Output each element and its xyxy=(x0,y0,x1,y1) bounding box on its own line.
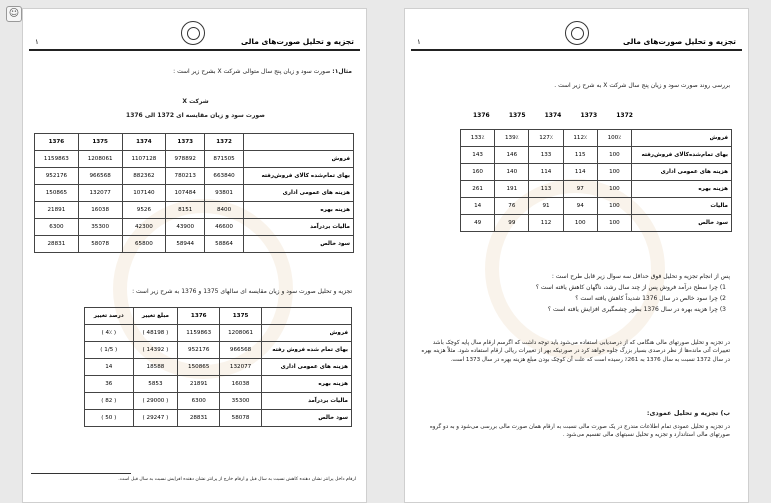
cell: 100 xyxy=(597,147,631,164)
cell: 978892 xyxy=(166,151,205,168)
cell: 18588 xyxy=(133,359,178,376)
row-label: فروش xyxy=(632,130,732,147)
cell: 21891 xyxy=(35,202,79,219)
cell: 107140 xyxy=(122,185,166,202)
cell: 58078 xyxy=(78,236,122,253)
cell: ( 48198 ) xyxy=(133,325,178,342)
cell: 112٪ xyxy=(563,130,597,147)
cell: 952176 xyxy=(178,342,220,359)
year-label: 1373 xyxy=(580,112,598,119)
footnote-rule xyxy=(31,473,131,474)
cell: 16038 xyxy=(78,202,122,219)
cell: 966568 xyxy=(220,342,262,359)
table-header-row xyxy=(35,134,354,151)
cell: 58078 xyxy=(220,410,262,427)
cell: 94 xyxy=(563,198,597,215)
col-header: 1376 xyxy=(178,308,220,325)
cell: 114 xyxy=(529,164,563,181)
questions-intro: پس از انجام تجزیه و تحلیل فوق حداقل سه سوال زیر قابل طرح است : xyxy=(551,273,730,280)
cell: 133 xyxy=(529,147,563,164)
year-header: 1373 xyxy=(166,134,205,151)
table-income-statement xyxy=(34,133,354,253)
header-empty xyxy=(244,134,354,151)
col-header: درصد تغییر xyxy=(85,308,134,325)
row-label: هزینه بهره xyxy=(262,376,352,393)
cell: 132077 xyxy=(78,185,122,202)
row-label: مالیات بردرآمد xyxy=(244,219,354,236)
right-intro: بررسی روند صورت سود و زیان پنج سال شرکت X به شرح زیر است . xyxy=(554,82,730,89)
cell: 133٪ xyxy=(461,130,495,147)
cell: 114 xyxy=(563,164,597,181)
row-label: مالیات xyxy=(632,198,732,215)
university-logo xyxy=(181,21,205,45)
annotation-icon[interactable]: ☺ xyxy=(6,6,22,22)
paragraph-vertical: در تجزیه و تحلیل عمودی تمام اطلاعات مندرج در یک صورت مالی نسبت به ارقام همان صورت مالی بررسی می‌شود و به دو گروه صورتهای مالی استاندارد و تجزیه و تحلیل نسبتهای مالی تقسیم می‌شود . xyxy=(429,424,730,439)
question-item: 1) چرا سطح درآمد فروش پس از چند سال رشد، ناگهان کاهش یافته است ؟ xyxy=(535,284,726,291)
row-label: بهای تمام‌شده‌کالای فروش‌رفته xyxy=(632,147,732,164)
cell: 966568 xyxy=(78,168,122,185)
cell: 14 xyxy=(461,198,495,215)
cell: 127٪ xyxy=(529,130,563,147)
cell: 49 xyxy=(461,215,495,232)
cell: 58864 xyxy=(205,236,244,253)
cell: 100 xyxy=(597,198,631,215)
header-empty xyxy=(262,308,352,325)
year-label: 1376 xyxy=(473,112,490,119)
header-title: تجزیه و تحلیل صورت‌های مالی xyxy=(623,37,736,46)
cell: 5853 xyxy=(133,376,178,393)
cell: 1107128 xyxy=(122,151,166,168)
cell: 150865 xyxy=(35,185,79,202)
page-left xyxy=(22,8,367,503)
year-labels xyxy=(473,112,633,119)
row-label: هزینه های عمومی اداری xyxy=(632,164,732,181)
table-row xyxy=(461,198,732,215)
table-row xyxy=(461,164,732,181)
table-row xyxy=(85,410,352,427)
cell: 160 xyxy=(461,164,495,181)
cell: 143 xyxy=(461,147,495,164)
cell: 882362 xyxy=(122,168,166,185)
year-label: 1374 xyxy=(544,112,562,119)
table-row xyxy=(461,130,732,147)
cell: 113 xyxy=(529,181,563,198)
row-label: هزینه های عمومی اداری xyxy=(244,185,354,202)
table-row xyxy=(85,325,352,342)
row-label: هزینه بهره xyxy=(244,202,354,219)
cell: ( 82 ) xyxy=(85,393,134,410)
cell: 14 xyxy=(85,359,134,376)
university-logo xyxy=(565,21,589,45)
cell: ( 29000 ) xyxy=(133,393,178,410)
cell: 871505 xyxy=(205,151,244,168)
table-row xyxy=(35,151,354,168)
row-label: سود خالص xyxy=(632,215,732,232)
cell: 6300 xyxy=(35,219,79,236)
header-rule xyxy=(411,49,742,51)
cell: 1159863 xyxy=(35,151,79,168)
cell: 107484 xyxy=(166,185,205,202)
page-right xyxy=(404,8,749,503)
header-title: تجزیه و تحلیل صورت‌های مالی xyxy=(241,37,354,46)
cell: ( 50 ) xyxy=(85,410,134,427)
row-label: فروش xyxy=(262,325,352,342)
cell: 43900 xyxy=(166,219,205,236)
question-item: 3) چرا هزینه بهره در سال 1376 بطور چشمگیری افزایش یافته است ؟ xyxy=(547,306,726,313)
example-intro: صورت سود و زیان پنج سال متوالی شرکت X بشرح زیر است : xyxy=(173,68,331,75)
table-row xyxy=(85,342,352,359)
cell: 100 xyxy=(597,215,631,232)
cell: 8400 xyxy=(205,202,244,219)
year-label: 1375 xyxy=(508,112,526,119)
question-item: 2) چرا سود خالص در سال 1376 شدیداً کاهش یافته است ؟ xyxy=(575,295,726,302)
cell: 139٪ xyxy=(495,130,529,147)
cell: 146 xyxy=(495,147,529,164)
page-number: ۱ xyxy=(417,38,421,46)
row-label: سود خالص xyxy=(262,410,352,427)
cell: 91 xyxy=(529,198,563,215)
table1-caption: صورت سود و زیان مقایسه ای 1372 الی 1376 xyxy=(126,112,265,119)
cell: 112 xyxy=(529,215,563,232)
year-header: 1376 xyxy=(35,134,79,151)
cell: 6300 xyxy=(178,393,220,410)
cell: 99 xyxy=(495,215,529,232)
cell: 191 xyxy=(495,181,529,198)
col-header: مبلغ تغییر xyxy=(133,308,178,325)
footnote: ارقام داخل پرانتز نشان دهنده کاهش نسبت به سال قبل و ارقام خارج از پرانتز نشان دهنده افزایش نسبت به سال قبل است. xyxy=(118,477,356,482)
cell: 1208061 xyxy=(78,151,122,168)
cell: 115 xyxy=(563,147,597,164)
table-row xyxy=(35,168,354,185)
cell: 261 xyxy=(461,181,495,198)
cell: 21891 xyxy=(178,376,220,393)
row-label: سود خالص xyxy=(244,236,354,253)
cell: 100 xyxy=(597,164,631,181)
cell: 93801 xyxy=(205,185,244,202)
table-row xyxy=(35,202,354,219)
cell: 780213 xyxy=(166,168,205,185)
cell: 9526 xyxy=(122,202,166,219)
row-label: بهای تمام‌شده کالای فروش‌رفته xyxy=(244,168,354,185)
row-label: مالیات بردرآمد xyxy=(262,393,352,410)
col-header: 1375 xyxy=(220,308,262,325)
page-number: ۱ xyxy=(35,38,39,46)
table-row xyxy=(461,215,732,232)
section-title: ب) تجزیه و تحلیل عمودی: xyxy=(646,409,730,417)
cell: 140 xyxy=(495,164,529,181)
company-name: شرکت X xyxy=(182,98,209,105)
table-header-row xyxy=(85,308,352,325)
year-header: 1374 xyxy=(122,134,166,151)
cell: ( 29247 ) xyxy=(133,410,178,427)
cell: 100٪ xyxy=(597,130,631,147)
year-label: 1372 xyxy=(616,112,633,119)
table-row xyxy=(85,359,352,376)
table-row xyxy=(35,236,354,253)
cell: ( 1/5 ) xyxy=(85,342,134,359)
table-row xyxy=(85,393,352,410)
cell: 36 xyxy=(85,376,134,393)
row-label: هزینه های عمومی اداری xyxy=(262,359,352,376)
cell: 100 xyxy=(563,215,597,232)
cell: 100 xyxy=(597,181,631,198)
table-trend xyxy=(460,129,732,232)
cell: ( 4٪ ) xyxy=(85,325,134,342)
cell: 46600 xyxy=(205,219,244,236)
row-label: فروش xyxy=(244,151,354,168)
cell: 663840 xyxy=(205,168,244,185)
table-row xyxy=(461,181,732,198)
cell: 28831 xyxy=(178,410,220,427)
cell: 150865 xyxy=(178,359,220,376)
example-line xyxy=(32,67,352,76)
cell: 35300 xyxy=(220,393,262,410)
cell: 35300 xyxy=(78,219,122,236)
cell: 1159863 xyxy=(178,325,220,342)
cell: 42300 xyxy=(122,219,166,236)
year-header: 1375 xyxy=(78,134,122,151)
cell: ( 14392 ) xyxy=(133,342,178,359)
cell: 952176 xyxy=(35,168,79,185)
paragraph-base-year: در تجزیه و تحلیل صورتهای مالی هنگامی که از درصدیابی استفاده می‌شود باید توجه داشت که اگرسم ارقام سال پایه کوچک باشد تغییرات آتی مانده‌ها از نظر درصدی بسیار بزرگ جلوه خواهد کرد در صورتیکه بهر از تغییرات ریالی ارقام استفاده شود. مثلاً هزینه بهره در سال 1372 نسبت به سال 1376 به 261٪ رسیده است که علت آن کوچک بودن مبلغ هزینه بهره در سال 1373 است. xyxy=(421,340,730,363)
cell: 16038 xyxy=(220,376,262,393)
cell: 1208061 xyxy=(220,325,262,342)
row-label: بهای تمام شده فروش رفته xyxy=(262,342,352,359)
cell: 132077 xyxy=(220,359,262,376)
cell: 8151 xyxy=(166,202,205,219)
table-row xyxy=(35,185,354,202)
table-row xyxy=(85,376,352,393)
year-header: 1372 xyxy=(205,134,244,151)
cell: 97 xyxy=(563,181,597,198)
table-row xyxy=(461,147,732,164)
example-label: مثال۱: xyxy=(332,68,352,75)
row-label: هزینه بهره xyxy=(632,181,732,198)
cell: 65800 xyxy=(122,236,166,253)
cell: 28831 xyxy=(35,236,79,253)
table2-intro: تجزیه و تحلیل صورت سود و زیان مقایسه ای سالهای 1375 و 1376 به شرح زیر است : xyxy=(132,288,352,295)
cell: 58944 xyxy=(166,236,205,253)
table-row xyxy=(35,219,354,236)
table-comparison xyxy=(84,307,352,427)
cell: 76 xyxy=(495,198,529,215)
header-rule xyxy=(29,49,360,51)
